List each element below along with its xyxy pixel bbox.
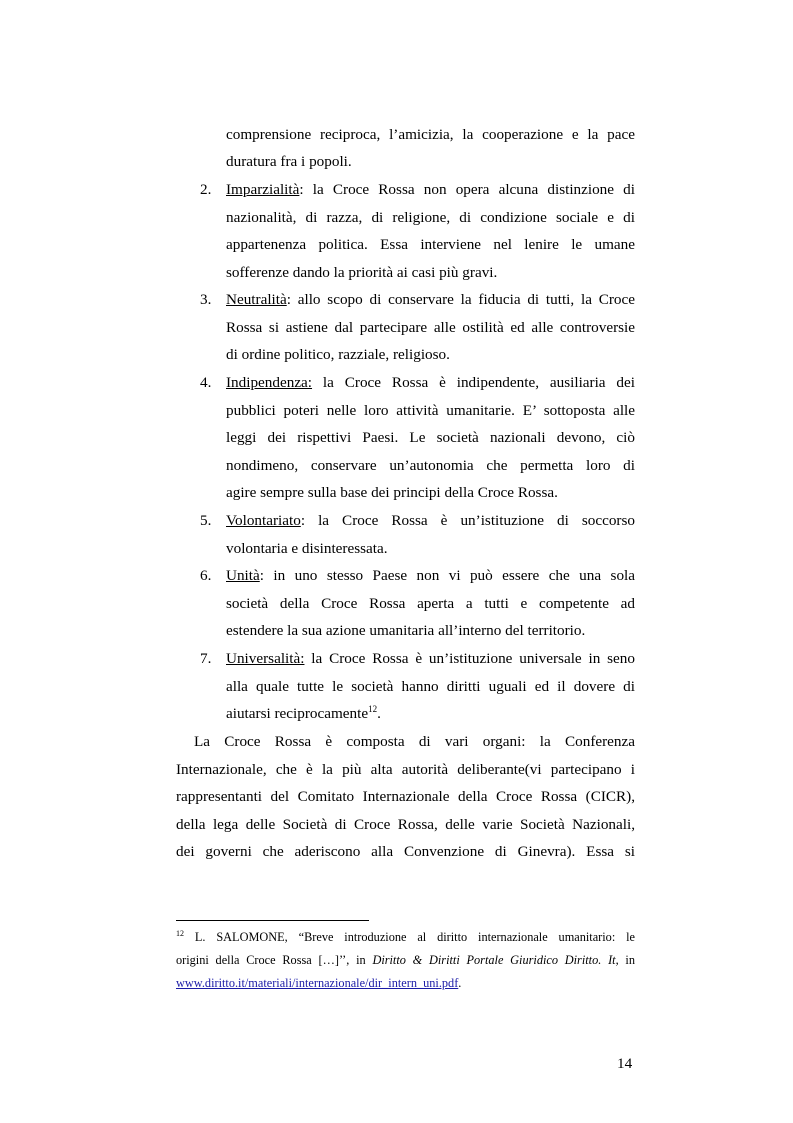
principle-text: : allo scopo di conservare la fiducia di tutti, la Croce [286,291,635,308]
principle-number: 5. [200,512,212,529]
principle-number: 4. [200,374,212,391]
footnote-text: . [458,976,462,990]
principle-number: 2. [200,181,212,198]
footnote [176,926,635,995]
principle-text: volontaria e disinteressata. [226,539,388,557]
footnote-link[interactable]: www.diritto.it/materiali/internazionale/dir_intern_uni.pdf [176,976,459,990]
principle-text: appartenenza politica. Essa interviene nel lenire le umane [226,236,635,253]
paragraph-line: rappresentanti del Comitato Internazionale della Croce Rossa (CICR), [176,788,635,805]
paragraph-line: della lega delle Società di Croce Rossa, delle varie Società Nazionali, [176,815,635,833]
principle-text: : la Croce Rossa non opera alcuna distinzione di [299,181,635,198]
principle-term: Unità [226,567,260,584]
principle-body [226,176,635,286]
principle-body [226,369,635,507]
principle-text: pubblici poteri nelle loro attività umanitarie. E’ sottoposta alle [226,401,635,419]
principle-text: Rossa si astiene dal partecipare alle ostilità ed alle controversie [226,318,635,336]
paragraph-line: La Croce Rossa è composta di vari organi: la Conferenza [194,733,635,750]
body-paragraph [176,728,635,866]
footnote-text: origini della Croce Rossa […]’’, in [176,953,373,967]
continuation-line-2: duratura fra i popoli. [226,153,352,170]
footnote-text: L. SALOMONE, “Breve introduzione al diritto internazionale umanitario: le [184,930,635,944]
principle-number: 7. [200,650,212,667]
footnote-reference[interactable]: 12 [368,704,378,714]
footnote-text: in [618,953,636,967]
principle-text: la Croce Rossa è indipendente, ausiliaria dei [312,374,635,391]
principle-number: 6. [200,567,212,584]
principle-text: di ordine politico, razziale, religioso. [226,346,450,363]
footnote-separator [176,920,369,921]
paragraph-line: Internazionale, che è la più alta autorità deliberante(vi partecipano i [176,760,635,778]
principle-text: la Croce Rossa è un’istituzione universale in seno [304,650,635,667]
principle-term: Neutralità [226,291,287,308]
footnote-marker: 12 [176,929,184,938]
principle-term: Universalità: [226,650,305,667]
principle-body [226,562,635,645]
principle-text: nazionalità, di razza, di religione, di condizione sociale e di [226,208,635,226]
principle-term: Imparzialità [226,181,300,198]
principle-term: Volontariato [226,512,301,529]
principle-text: : in uno stesso Paese non vi può essere che una sola [259,567,635,584]
principle-text: alla quale tutte le società hanno diritti uguali ed il dovere di [226,677,635,695]
principle-body [226,507,635,562]
continuation-line-1: comprensione reciproca, l’amicizia, la cooperazione e la pace [226,126,635,143]
principle-text: agire sempre sulla base dei principi della Croce Rossa. [226,484,558,501]
principle-number: 3. [200,291,212,308]
principle-body: Universalità: la Croce Rossa è un’istituzione universale in seno alla quale tutte le società hanno diritti uguali ed il dovere di aiutarsi reciprocamente$^{12}$. [226,650,635,722]
principle-text: sofferenze dando la priorità ai casi più gravi. [226,263,498,281]
principle-text: estendere la sua azione umanitaria all’interno del territorio. [226,622,586,639]
principle-text: aiutarsi reciprocamente [226,705,369,722]
principle-body [226,286,635,369]
principle-text: leggi dei rispettivi Paesi. Le società nazionali devono, ciò [226,429,635,446]
paragraph-line: dei governi che aderiscono alla Convenzione di Ginevra). Essa si [176,843,635,860]
principle-text: : la Croce Rossa è un’istituzione di soccorso [300,512,635,529]
principle-term: Indipendenza: [226,374,313,391]
footnote-source-title: Diritto & Diritti Portale Giuridico Diritto. It, [372,953,619,967]
principle-text: società della Croce Rossa aperta a tutti e competente ad [226,594,635,612]
principle-text: nondimeno, conservare un’autonomia che permetta loro di [226,456,635,474]
page-number: 14 [617,1055,633,1072]
